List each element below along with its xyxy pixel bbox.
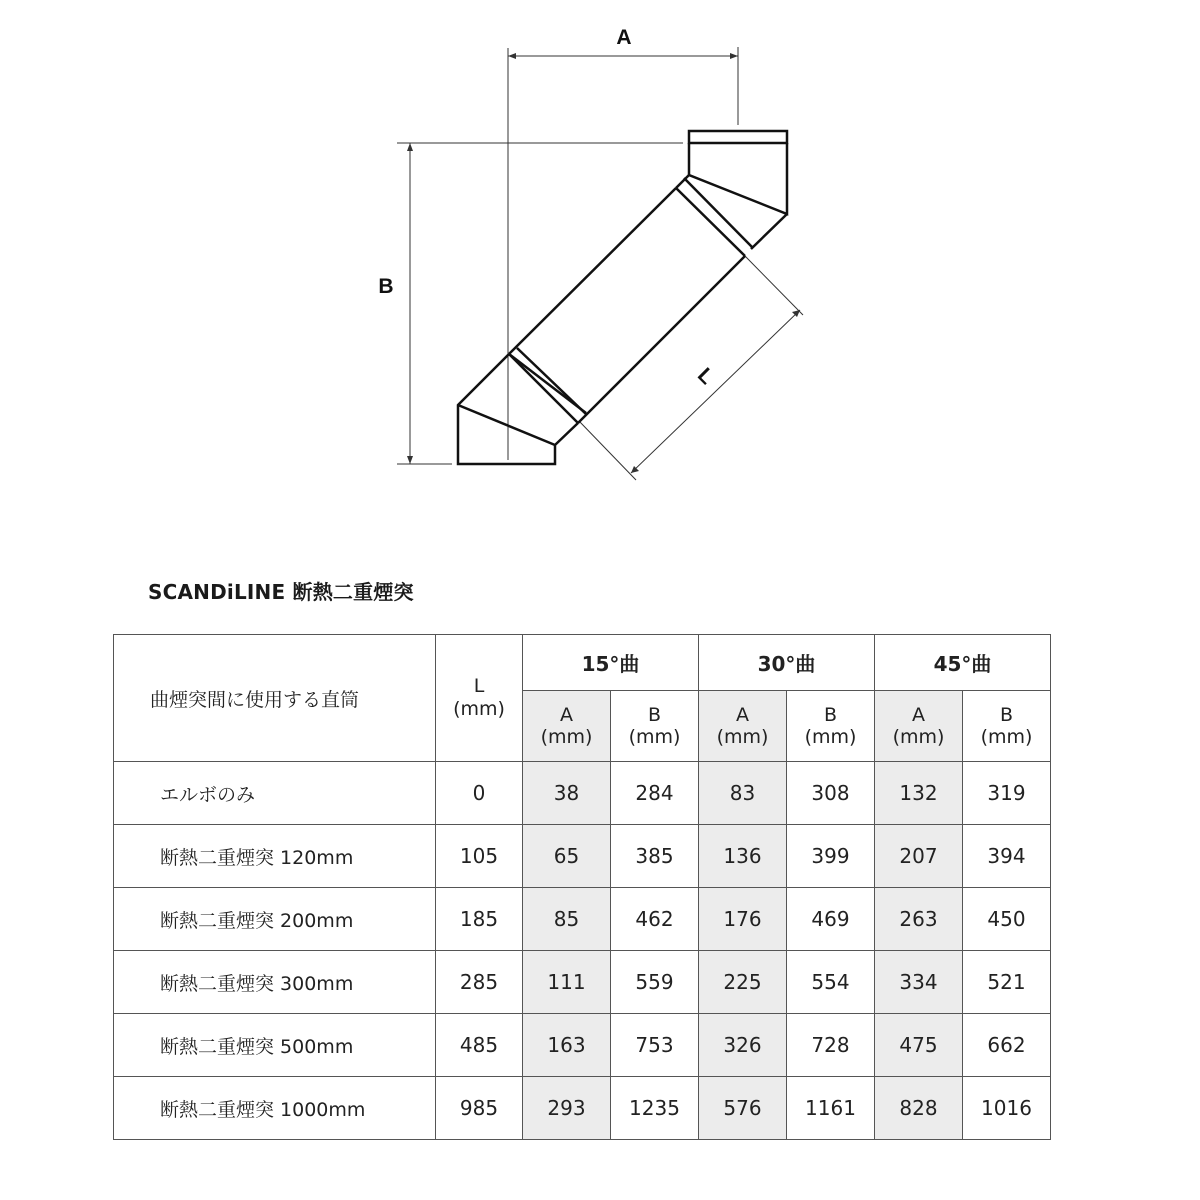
- a45-value: 263: [875, 888, 963, 951]
- l-header-unit: (mm): [453, 698, 505, 720]
- table-row: [114, 1014, 1051, 1077]
- sub-header-b: B (mm): [787, 691, 875, 762]
- b45-value: 394: [963, 825, 1051, 888]
- a15-value: 65: [523, 825, 611, 888]
- l-value: 285: [436, 951, 523, 1014]
- l-value: 485: [436, 1014, 523, 1077]
- a45-value: 475: [875, 1014, 963, 1077]
- a30-value: 83: [699, 762, 787, 825]
- table-row: [114, 1077, 1051, 1140]
- a30-value: 176: [699, 888, 787, 951]
- b45-value: 1016: [963, 1077, 1051, 1140]
- a15-value: 293: [523, 1077, 611, 1140]
- table-row: [114, 951, 1051, 1014]
- b30-value: 728: [787, 1014, 875, 1077]
- page-title: SCANDiLINE 断熱二重煙突: [148, 580, 414, 604]
- row-name: 断熱二重煙突 120mm: [114, 825, 436, 888]
- b15-value: 385: [611, 825, 699, 888]
- dimension-table: [113, 634, 1051, 1140]
- a30-value: 576: [699, 1077, 787, 1140]
- table-row: [114, 762, 1051, 825]
- b15-value: 284: [611, 762, 699, 825]
- a30-value: 326: [699, 1014, 787, 1077]
- a30-value: 225: [699, 951, 787, 1014]
- dimension-label-l: L: [692, 363, 719, 390]
- b30-value: 554: [787, 951, 875, 1014]
- l-value: 185: [436, 888, 523, 951]
- row-name: 断熱二重煙突 300mm: [114, 951, 436, 1014]
- l-header: [436, 635, 523, 762]
- dimension-label-a: A: [616, 26, 632, 49]
- b30-value: 469: [787, 888, 875, 951]
- angle-header-30: 30°曲: [699, 635, 875, 691]
- b15-value: 1235: [611, 1077, 699, 1140]
- b45-value: 521: [963, 951, 1051, 1014]
- sub-header-b: B (mm): [611, 691, 699, 762]
- b15-value: 462: [611, 888, 699, 951]
- a30-value: 136: [699, 825, 787, 888]
- b45-value: 662: [963, 1014, 1051, 1077]
- header-row-angles: [114, 635, 1051, 691]
- b45-value: 450: [963, 888, 1051, 951]
- row-name: エルボのみ: [114, 762, 436, 825]
- b30-value: 308: [787, 762, 875, 825]
- l-value: 0: [436, 762, 523, 825]
- dimension-arrows: [407, 53, 800, 473]
- a45-value: 207: [875, 825, 963, 888]
- a45-value: 334: [875, 951, 963, 1014]
- dimension-label-b: B: [378, 275, 394, 298]
- sub-header-a: A (mm): [875, 691, 963, 762]
- l-value: 105: [436, 825, 523, 888]
- a15-value: 111: [523, 951, 611, 1014]
- sub-header-a: A (mm): [699, 691, 787, 762]
- row-name: 断熱二重煙突 200mm: [114, 888, 436, 951]
- row-name: 断熱二重煙突 500mm: [114, 1014, 436, 1077]
- a45-value: 132: [875, 762, 963, 825]
- angle-header-15: 15°曲: [523, 635, 699, 691]
- b15-value: 753: [611, 1014, 699, 1077]
- b30-value: 1161: [787, 1077, 875, 1140]
- b30-value: 399: [787, 825, 875, 888]
- a45-value: 828: [875, 1077, 963, 1140]
- a15-value: 163: [523, 1014, 611, 1077]
- table-row: [114, 888, 1051, 951]
- angle-header-45: 45°曲: [875, 635, 1051, 691]
- a15-value: 38: [523, 762, 611, 825]
- row-name: 断熱二重煙突 1000mm: [114, 1077, 436, 1140]
- table-row: [114, 825, 1051, 888]
- chimney-offset-diagram: [0, 0, 1200, 560]
- sub-header-b: B (mm): [963, 691, 1051, 762]
- l-value: 985: [436, 1077, 523, 1140]
- b45-value: 319: [963, 762, 1051, 825]
- l-header-label: L: [473, 675, 485, 697]
- row-header: 曲煙突間に使用する直筒: [114, 635, 436, 762]
- b15-value: 559: [611, 951, 699, 1014]
- a15-value: 85: [523, 888, 611, 951]
- sub-header-a: A (mm): [523, 691, 611, 762]
- chimney-outline: [458, 131, 787, 464]
